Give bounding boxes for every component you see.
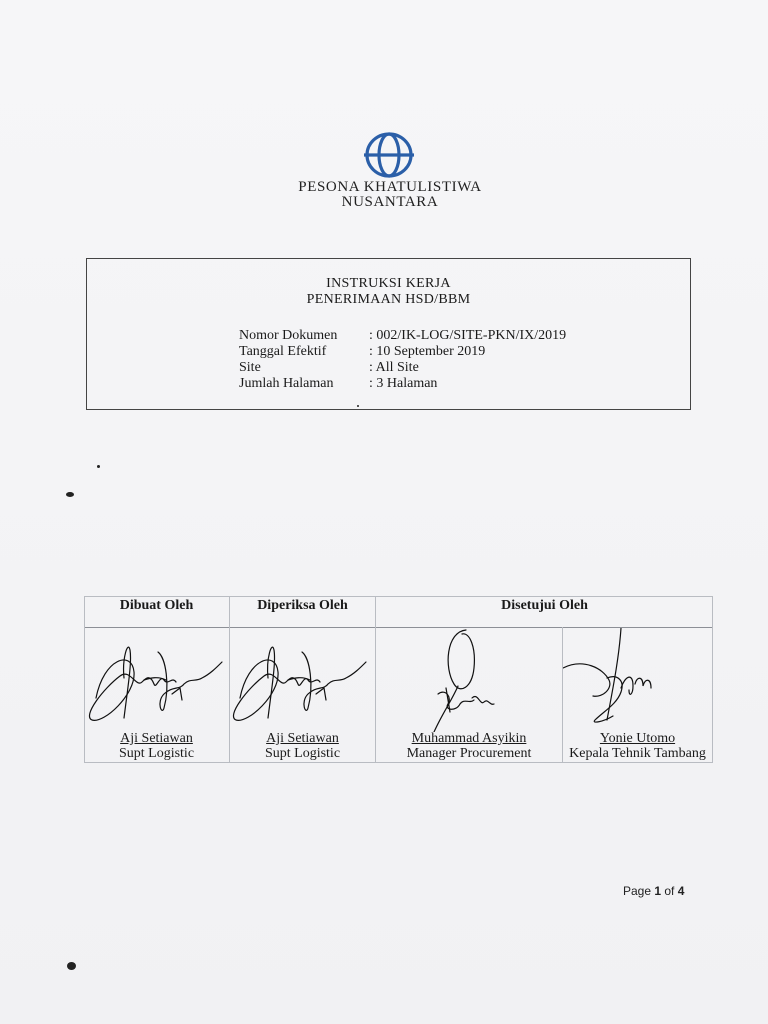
signature-cell-approved-mining — [563, 628, 712, 762]
meta-value: : 10 September 2019 — [369, 344, 486, 359]
meta-row-document-number — [239, 328, 566, 344]
meta-label: Tanggal Efektif — [239, 344, 327, 359]
header-approved-by: Disetujui Oleh — [501, 598, 588, 613]
signatory-name: Aji Setiawan — [266, 731, 339, 746]
signatory-title: Supt Logistic — [264, 746, 341, 761]
page-number — [623, 884, 684, 898]
document-meta — [239, 328, 566, 392]
table-border-right — [712, 596, 713, 763]
signatory-name: Yonie Utomo — [599, 731, 676, 746]
meta-value: : All Site — [369, 360, 419, 375]
meta-row-effective-date — [239, 344, 566, 360]
signatory-title: Supt Logistic — [118, 746, 195, 761]
meta-label: Jumlah Halaman — [239, 376, 334, 391]
approval-table — [84, 596, 713, 764]
company-name-line1: PESONA KHATULISTIWA — [298, 179, 482, 195]
signatory-title: Kepala Tehnik Tambang — [569, 746, 706, 761]
company-name — [250, 180, 530, 210]
scan-speck — [357, 405, 359, 407]
page-of: of — [661, 884, 678, 898]
document-info-box — [86, 258, 691, 410]
page-total: 4 — [677, 884, 685, 898]
signature-image — [84, 628, 229, 732]
meta-row-page-count — [239, 376, 566, 392]
signature-cell-approved-procurement — [376, 628, 562, 762]
meta-label: Site — [239, 360, 261, 375]
document-title: INSTRUKSI KERJA — [326, 276, 451, 291]
signature-image — [230, 628, 375, 732]
signature-image — [376, 628, 562, 732]
meta-label: Nomor Dokumen — [239, 328, 338, 343]
meta-value: : 002/IK-LOG/SITE-PKN/IX/2019 — [369, 328, 567, 343]
header-prepared-by: Dibuat Oleh — [119, 598, 194, 613]
scan-speck — [66, 492, 74, 497]
scan-speck — [67, 962, 76, 970]
meta-value: : 3 Halaman — [369, 376, 438, 391]
page-prefix: Page — [623, 884, 655, 898]
header-checked-by: Diperiksa Oleh — [257, 598, 348, 613]
meta-row-site — [239, 360, 566, 376]
document-subtitle: PENERIMAAN HSD/BBM — [306, 292, 471, 307]
scan-speck — [97, 465, 100, 468]
signature-cell-checked — [230, 628, 375, 762]
signatory-title: Manager Procurement — [406, 746, 532, 761]
globe-circle-icon — [362, 131, 416, 179]
company-name-line2: NUSANTARA — [341, 194, 439, 210]
signatory-name: Aji Setiawan — [120, 731, 193, 746]
page-current: 1 — [654, 884, 662, 898]
signature-cell-prepared — [84, 628, 229, 762]
signatory-name: Muhammad Asyikin — [411, 731, 527, 746]
signature-image — [563, 628, 712, 732]
table-border-bottom — [84, 762, 713, 763]
